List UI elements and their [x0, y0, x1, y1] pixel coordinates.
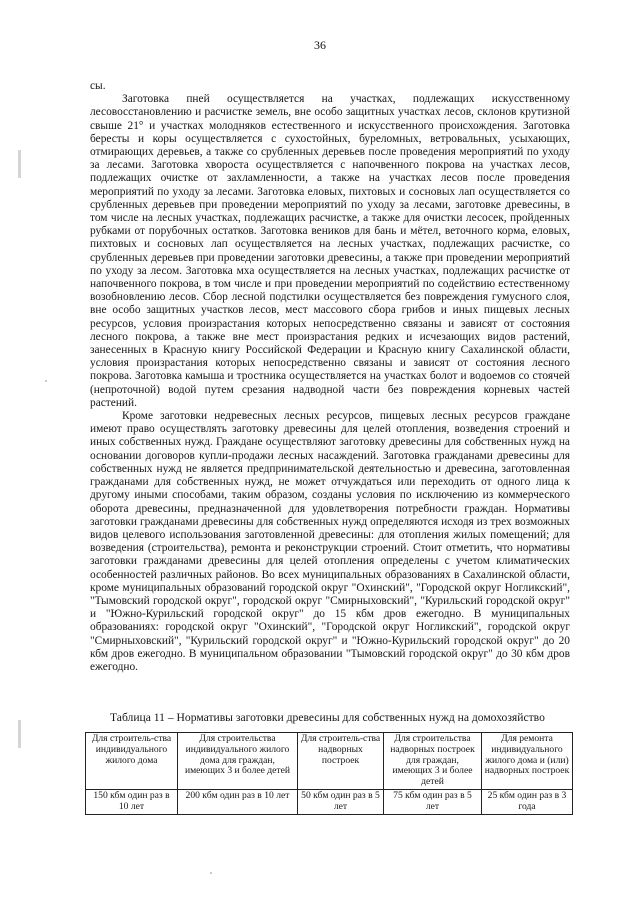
paragraph-continuation: сы.	[90, 80, 106, 92]
table-header-row	[86, 733, 573, 790]
scan-speck	[45, 380, 47, 382]
scan-speck	[210, 872, 212, 874]
header-outbuildings: Для строитель-ства надворных построек	[298, 733, 384, 790]
value-repair: 25 кбм один раз в 3 года	[482, 789, 573, 814]
header-repair: Для ремонта индивидуального жилого дома и (или) надворных построек	[482, 733, 573, 790]
value-outbuildings-large-family: 75 кбм один раз в 5 лет	[384, 789, 482, 814]
table-caption: Таблица 11 – Нормативы заготовки древесины для собственных нужд на домохозяйство	[110, 711, 545, 724]
scan-margin-mark	[18, 150, 21, 178]
value-outbuildings: 50 кбм один раз в 5 лет	[298, 789, 384, 814]
value-house-large-family: 200 кбм один раз в 10 лет	[178, 789, 298, 814]
norms-table	[85, 732, 573, 815]
header-outbuildings-large-family: Для строительства надворных построек для граждан, имеющих 3 и более детей	[384, 733, 482, 790]
value-house: 150 кбм один раз в 10 лет	[86, 789, 178, 814]
scan-margin-mark	[18, 720, 21, 748]
paragraph-wood-for-own-needs: Кроме заготовки недревесных лесных ресурсов, пищевых лесных ресурсов граждане имеют право осуществлять заготовку древесины для целей отопления, возведения строений и иных собственных нужд. Граждане осуществляют заготовку древесины для собственных нужд на основании договоров купли-продажи лесных насаждений. Заготовка гражданами древесины для собственных нужд не является предпринимательской деятельностью и древесина, заготовленная гражданами для собственных нужд, не может отчуждаться или переходить от одного лица к другому иными способами, таким образом, созданы условия по исключению из коммерческого оборота древесины, предназначенной для удовлетворения потребности граждан. Нормативы заготовки гражданами древесины для собственных нужд определяются исходя из трех возможных видов целевого использования заготовленной древесины: для отопления жилых помещений; для возведения (строительства), ремонта и реконструкции строений. Стоит отметить, что нормативы заготовки гражданами древесины для целей отопления определены с учетом климатических особенностей различных районов. Во всех муниципальных образованиях в Сахалинской области, кроме муниципальных образований городской округ "Охинский", "Городской округ Ногликский", "Тымовский городской округ", городской округ "Смирныховский", "Курильский городской округ" и "Южно-Курильский городской округ" до 15 кбм дров ежегодно. В муниципальных образованиях: городской округ "Охинский", "Городской округ Ногликский", городской округ "Смирныховский", "Курильский городской округ" и "Южно-Курильский городской округ" до 20 кбм дров ежегодно. В муниципальном образовании "Тымовский городской округ" до 30 кбм дров ежегодно.	[90, 410, 570, 673]
paragraph-non-wood-resources: Заготовка пней осуществляется на участках, подлежащих искусственному лесовосстановлению и расчистке земель, вне особо защитных участках лесов, склонов крутизной свыше 21° и участках молодняков естественного и искусственного происхождения. Заготовка бересты и коры осуществляется с сухостойных, буреломных, ветровальных, усыхающих, отмирающих деревьев, а также со срубленных деревьев после проведения мероприятий по уходу за лесами. Заготовка хвороста осуществляется с напочвенного покрова на участках лесов, подлежащих очистке от захламленности, а также на участках лесов после проведения мероприятий по уходу за лесами. Заготовка еловых, пихтовых и сосновых лап осуществляется со срубленных деревьев при проведении мероприятий по уходу за лесами, заготовке древесины, в том числе на лесных участках, подлежащих расчистке, а также для очистки лесосек, пройденных рубками от порубочных остатков. Заготовка веников для бань и мётел, веточного корма, еловых, пихтовых и сосновых лап осуществляется на лесных участках, подлежащих расчистке, со срубленных деревьев при проведении заготовки древесины, а также при проведении мероприятий по уходу за лесом. Заготовка мха осуществляется на лесных участках, подлежащих расчистке от напочвенного покрова, в том числе и при проведении мероприятий по содействию естественному возобновлению лесов. Сбор лесной подстилки осуществляется без повреждения гумусного слоя, вне особо защитных участков лесов, мест массового сбора грибов и иных пищевых лесных ресурсов, условия произрастания которых непосредственно связаны и зависят от состояния лесного покрова, а также вне мест произрастания редких и исчезающих видов растений, занесенных в Красную книгу Российской Федерации и Красную книгу Сахалинской области, условия произрастания которых непосредственно связаны и зависят от состояния лесного покрова. Заготовка камыша и тростника осуществляется на участках болот и водоемов со стоячей (непроточной) водой путем срезания надводной части без повреждения корневых частей растений.	[90, 93, 570, 409]
page-number: 36	[314, 38, 326, 52]
header-house: Для строитель-ства индивидуального жилого дома	[86, 733, 178, 790]
body-text	[90, 80, 570, 674]
table-row	[86, 789, 573, 814]
header-house-large-family: Для строительства индивидуального жилого дома для граждан, имеющих 3 и более детей	[178, 733, 298, 790]
